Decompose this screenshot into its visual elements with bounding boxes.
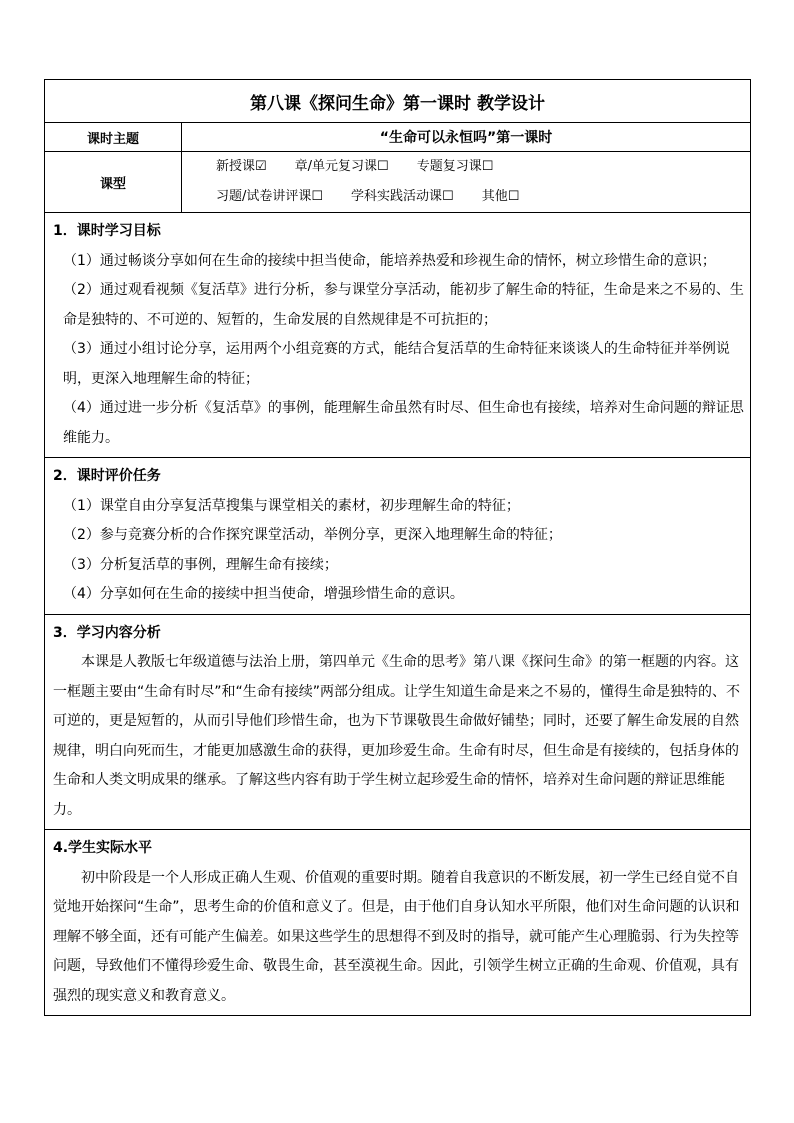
option-unit-review[interactable]: 章/单元复习课☐ bbox=[294, 159, 389, 174]
task-item: （3）分析复活草的事例，理解生命有接续； bbox=[63, 556, 338, 573]
lesson-plan-document bbox=[44, 79, 750, 1016]
option-exercise-review[interactable]: 习题/试卷讲评课☐ bbox=[216, 189, 324, 204]
goal-item: （2）通过观看视频《复活草》进行分析，参与课堂分享活动，能初步了解生命的特征，生命是来之不易的、生命是独特的、不可逆的、短暂的，生命发展的自然规律是不可抗拒的； bbox=[63, 282, 744, 328]
goal-item: （1）通过畅谈分享如何在生命的接续中担当使命，能培养热爱和珍视生命的情怀，树立珍惜生命的意识； bbox=[63, 252, 716, 269]
option-new-lesson[interactable]: 新授课☑ bbox=[216, 159, 267, 174]
course-type-row-1 bbox=[216, 152, 750, 182]
evaluation-tasks-section bbox=[45, 458, 751, 615]
learning-goals-section bbox=[45, 213, 751, 458]
goal-item: （4）通过进一步分析《复活草》的事例，能理解生命虽然有时尽、但生命也有接续，培养对生命问题的辩证思维能力。 bbox=[63, 400, 744, 446]
task-item: （1）课堂自由分享复活草搜集与课堂相关的素材，初步理解生命的特征； bbox=[63, 497, 520, 514]
task-item: （2）参与竞赛分析的合作探究课堂活动，举例分享，更深入地理解生命的特征； bbox=[63, 527, 562, 543]
option-other[interactable]: 其他☐ bbox=[481, 189, 520, 204]
student-level-text: 初中阶段是一个人形成正确人生观、价值观的重要时期。随着自我意识的不断发展，初一学生已经自觉不自觉地开始探问“生命”，思考生命的价值和意义了。但是，由于他们自身认知水平所限，他们对生命问题的认识和理解不够全面，还有可能产生偏差。如果这些学生的思想得不到及时的指导，就可能产生心理脆弱、行为失控等问题，导致他们不懂得珍爱生命、敬畏生命，甚至漠视生命。因此，引领学生树立正确的生命观、价值观，具有强烈的现实意义和教育意义。 bbox=[53, 869, 740, 1004]
course-type-row-2 bbox=[216, 182, 750, 212]
content-analysis-text: 本课是人教版七年级道德与法治上册，第四单元《生命的思考》第八课《探问生命》的第一框题的内容。这一框题主要由“生命有时尽”和“生命有接续”两部分组成。让学生知道生命是来之不易的，懂得生命是独特的、不可逆的，更是短暂的，从而引导他们珍惜生命，也为下节课敬畏生命做好铺垫；同时，还要了解生命发展的自然规律，明白向死而生，才能更加感激生命的获得，更加珍爱生命。生命有时尽，但生命是有接续的，包括身体的生命和人类文明成果的继承。了解这些内容有助于学生树立起珍爱生命的情怀，培养对生命问题的辩证思维能力。 bbox=[53, 654, 741, 818]
topic-label: 课时主题 bbox=[45, 123, 182, 152]
learning-goals-heading: 1．课时学习目标 bbox=[53, 223, 161, 239]
student-level-section bbox=[45, 830, 751, 1016]
task-item: （4）分享如何在生命的接续中担当使命，增强珍惜生命的意识。 bbox=[63, 586, 464, 602]
lesson-plan-table bbox=[44, 79, 751, 1016]
content-analysis-heading: 3．学习内容分析 bbox=[53, 624, 161, 641]
goal-item: （3）通过小组讨论分享，运用两个小组竞赛的方式，能结合复活草的生命特征来谈谈人的生命特征并举例说明，更深入地理解生命的特征； bbox=[63, 341, 730, 387]
course-type-options bbox=[182, 152, 751, 213]
option-practice-activity[interactable]: 学科实践活动课☐ bbox=[351, 189, 454, 204]
topic-value: “生命可以永恒吗”第一课时 bbox=[182, 123, 751, 152]
document-title: 第八课《探问生命》第一课时 教学设计 bbox=[45, 80, 751, 123]
content-analysis-section bbox=[45, 614, 751, 830]
option-topic-review[interactable]: 专题复习课☐ bbox=[416, 159, 494, 174]
student-level-heading: 4.学生实际水平 bbox=[53, 840, 153, 856]
evaluation-tasks-heading: 2．课时评价任务 bbox=[53, 468, 161, 484]
course-type-label: 课型 bbox=[45, 152, 182, 213]
